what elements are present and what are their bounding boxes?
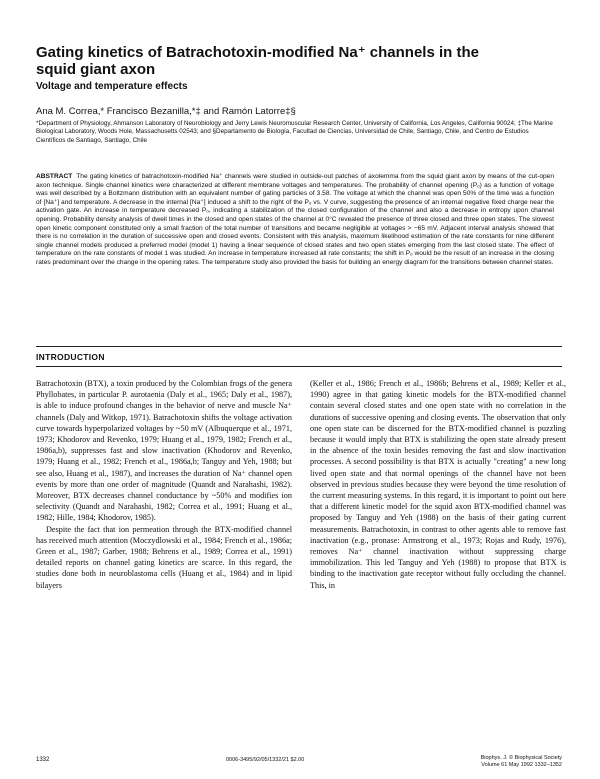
paragraph: Batrachotoxin (BTX), a toxin produced by the Colombian frogs of the genera Phyllobates, in particular P. aurotaenia (Daly et al., 1965; Daly et al., 1987), is able to induce profound changes in the behavior of nerve and muscle Na⁺ channels (Daly and Witkop, 1971). Batrachotoxin shifts the voltage activation curve towards hyperpolarized voltages by ~50 mV (Albuquerque et al., 1971, 1973; Khodorov and Revenko, 1979; Huang et al., 1979, 1982; French et al., 1986a,b), suppresses fast and slow inactivation (Khodorov and Revenko, 1979; Huang et al., 1982; French et al., 1986a,b; Tanguy and Yeh, 1988; but see also, Huang et al., 1987), and increases the duration of Na⁺ channel open events by more than one order of magnitude (Quandt and Narahashi, 1982). Moreover, BTX decreases channel conductance by ~50% and modifies ion selectivity (Quandt and Narahashi, 1982; Correa et al., 1991; Huang et al., 1982; Hille, 1984; Khodorov, 1985).: [36, 379, 292, 523]
page-footer: [36, 755, 562, 779]
journal-line-1: Biophys. J. © Biophysical Society: [480, 755, 562, 761]
paragraph: (Keller et al., 1986; French et al., 1986b; Behrens et al., 1989; Keller et al., 1990) agree in that gating kinetic models for the BTX-modified channel contain several closed states and one open state with no correlation in the durations of successive opening and closing events. The observation that only one open state can be discerned for the BTX-modified channel is puzzling because it would imply that BTX is stabilizing the open state already present in the absence of the toxin besides removing the fast and slow inactivation processes. A second possibility is that BTX is actually "creating" a new long lived open state and that normal openings of the channel have not been observed in previous studies because they were beyond the time resolution of the current measuring systems. In this regard, it is important to point out here that a different kinetic model for the squid axon BTX-modified channel was proposed by Tanguy and Yeh (1988) on the basis of their gating current measurements. Batrachotoxin, in contrast to other agents able to remove fast inactivation (e.g., pronase: Armstrong et al., 1973; Rojas and Rudy, 1976), removes Na⁺ channel inactivation without suppressing charge immobilization. This led Tanguy and Yeh (1988) to propose that BTX is binding to the inactivation gate receptor without fully occluding the channel. This, in: [310, 379, 566, 590]
author-list: Ana M. Correa,* Francisco Bezanilla,*‡ and Ramón Latorre‡§: [36, 106, 296, 117]
affiliations: *Department of Physiology, Ahmanson Laboratory of Neurobiology and Jerry Lewis Neuromuscular Research Center, University of California, Los Angeles, California 90024; ‡The Marine Biological Laboratory, Woods Hole, Massachusetts 02543; and §Departamento de Biología, Facultad de Ciencias, Universidad de Chile, Santiago, Chile, and Centro de Estudios Científicos de Santiago, Santiago, Chile: [36, 120, 553, 144]
body-column-left: [36, 378, 292, 591]
page-number: 1332: [36, 757, 50, 763]
article-title: Gating kinetics of Batrachotoxin-modified Na⁺ channels in the squid giant axon: [36, 44, 479, 78]
section-rule-bottom: [36, 366, 562, 367]
body-column-right: [310, 378, 566, 591]
abstract: [36, 173, 554, 268]
article-subtitle: Voltage and temperature effects: [36, 81, 188, 92]
section-heading: INTRODUCTION: [36, 352, 105, 362]
section-rule-top: [36, 346, 562, 347]
abstract-text: The gating kinetics of batrachotoxin-modified Na⁺ channels were studied in outside-out patches of axolemma from the squid giant axon by means of the cut-open axon technique. Single channel kinetics were characterized at different membrane voltages and temperatures. The probability of channel opening (Pₒ) as a function of voltage was well described by a Boltzmann distribution with an equivalent number of gating particles of 3.58. The voltage at which the channel was open 50% of the time was a function of [Na⁺] and temperature. A decrease in the internal [Na⁺] induced a shift to the right of the Pₒ vs. V curve, suggesting the presence of an internal negative fixed charge near the activation gate. An increase in temperature decreased Pₒ, indicating a stabilization of the closed configuration of the channel and also a decrease in entropy upon channel opening. Probability density analysis of dwell times in the closed and open states of the channel at 0°C revealed the presence of three closed and three open states. The slowest open kinetic component constituted only a small fraction of the total number of transitions and became negligible at voltages > −65 mV. Adjacent interval analysis showed that there is no correlation in the duration of successive open and closed events. Consistent with this analysis, maximum likelihood estimation of the rate constants for nine different single channel models produced a preferred model (model 1) having a linear sequence of closed states and two open states emerging from the last closed state. The effect of temperature on the rate constants of model 1 was studied. An increase in temperature increased all rate constants; the shift in Pₒ would be the result of an increase in the closing rates predominant over the change in the opening rates. The temperature study also provided the basis for building an energy diagram for the transitions between channel states.: [36, 173, 554, 266]
article-code: 0006-3495/92/05/1332/21 $2.00: [226, 757, 305, 763]
journal-line-2: Volume 61 May 1992 1332–1352: [481, 762, 562, 768]
abstract-label: ABSTRACT: [36, 173, 73, 180]
journal-citation: [481, 755, 562, 769]
paragraph: Despite the fact that ion permeation through the BTX-modified channel has received much attention (Moczydlowski et al., 1984; French et al., 1986a; Green et al., 1987; Garber, 1988; Behrens et al., 1989; Correa et al., 1991) detailed reports on channel gating kinetics are scarce. In this regard, the studies done both in neuroblastoma cells (Huang et al., 1984) and in lipid bilayers: [36, 524, 292, 590]
